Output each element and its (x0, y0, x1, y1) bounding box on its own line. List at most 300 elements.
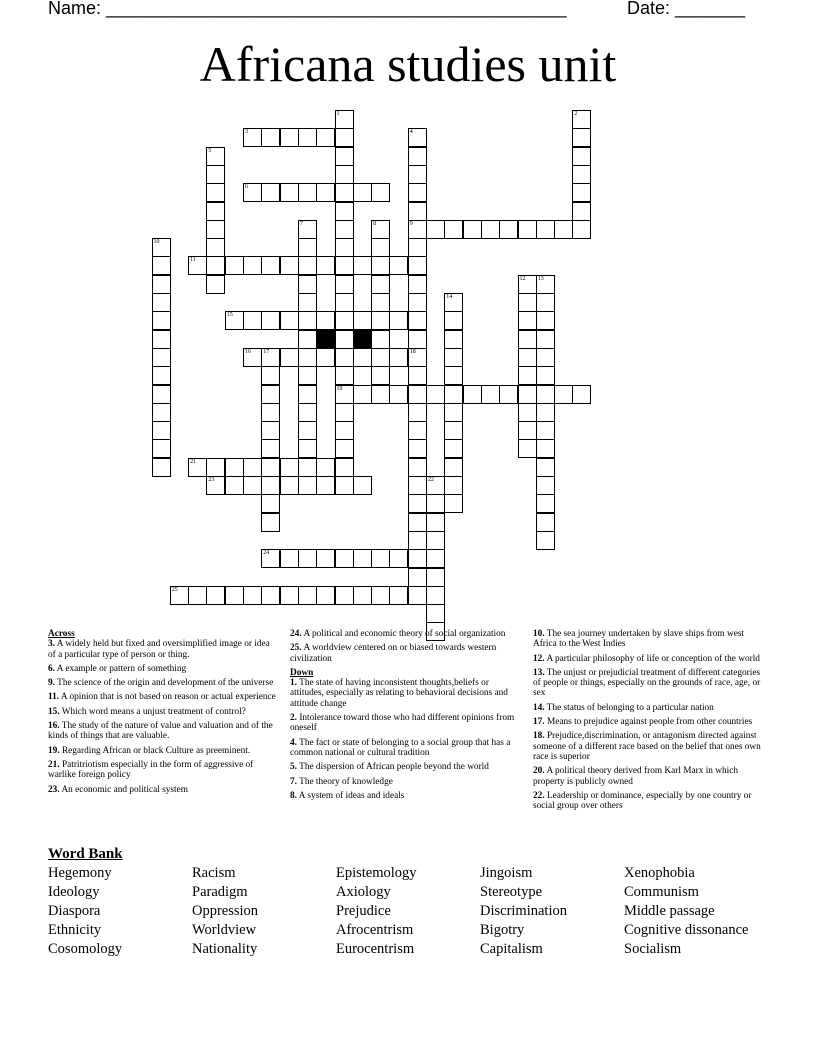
crossword-cell[interactable] (426, 494, 445, 513)
crossword-cell[interactable] (408, 311, 427, 330)
crossword-cell[interactable] (444, 439, 463, 458)
crossword-cell[interactable] (536, 293, 555, 312)
crossword-cell[interactable] (188, 586, 207, 605)
across-clue: 24. A political and economic theory of social organization (290, 629, 506, 639)
crossword-cell[interactable] (444, 403, 463, 422)
crossword-cell[interactable] (371, 549, 390, 568)
crossword-cell[interactable] (261, 549, 280, 568)
crossword-cell[interactable] (371, 366, 390, 385)
crossword-cell[interactable] (536, 366, 555, 385)
crossword-cell[interactable] (335, 439, 354, 458)
down-clue: 22. Leadership or dominance, especially by one country or social group over others (533, 790, 752, 812)
crossword-cell[interactable] (353, 586, 372, 605)
crossword-cell[interactable] (444, 476, 463, 495)
crossword-cell[interactable] (408, 531, 427, 550)
crossword-cell[interactable] (353, 348, 372, 367)
crossword-cell[interactable] (389, 549, 408, 568)
crossword-cell[interactable] (335, 256, 354, 275)
crossword-cell[interactable] (408, 421, 427, 440)
down-clue: 17. Means to prejudice against people from other countries (533, 717, 753, 728)
crossword-cell[interactable] (206, 476, 225, 495)
crossword-cell[interactable] (408, 238, 427, 257)
crossword-cell[interactable] (298, 549, 317, 568)
crossword-cell[interactable] (444, 494, 463, 513)
clue-number: 11 (190, 257, 196, 264)
crossword-cell[interactable] (408, 366, 427, 385)
page-title: Africana studies unit (199, 36, 617, 92)
crossword-cell[interactable] (572, 183, 591, 202)
crossword-cell[interactable] (408, 348, 427, 367)
crossword-cell[interactable] (243, 476, 262, 495)
crossword-cell[interactable] (371, 311, 390, 330)
across-clue: 19. Regarding African or black Culture as preeminent. (48, 745, 251, 756)
crossword-cell[interactable] (572, 147, 591, 166)
crossword-cell[interactable] (371, 238, 390, 257)
crossword-cell[interactable] (152, 275, 171, 294)
crossword-cell[interactable] (261, 513, 280, 532)
crossword-cell[interactable] (536, 476, 555, 495)
crossword-cell[interactable] (408, 220, 427, 239)
crossword-cell[interactable] (536, 403, 555, 422)
crossword-cell[interactable] (335, 293, 354, 312)
crossword-cell[interactable] (335, 586, 354, 605)
crossword-cell[interactable] (206, 586, 225, 605)
crossword-cell[interactable] (536, 275, 555, 294)
crossword-cell[interactable] (408, 568, 427, 587)
crossword-cell[interactable] (408, 513, 427, 532)
crossword-cell[interactable] (408, 256, 427, 275)
crossword-cell[interactable] (152, 293, 171, 312)
crossword-cell[interactable] (353, 311, 372, 330)
clues-column-1 (48, 629, 276, 799)
crossword-cell[interactable] (408, 202, 427, 221)
crossword-cell[interactable] (408, 549, 427, 568)
crossword-cell[interactable] (426, 476, 445, 495)
crossword-cell[interactable] (536, 311, 555, 330)
crossword-cell[interactable] (335, 549, 354, 568)
across-clue: 11. A opinion that is not based on reason or actual experience (48, 692, 276, 703)
crossword-cell[interactable] (261, 348, 280, 367)
crossword-cell[interactable] (225, 458, 244, 477)
word-bank-word: Axiology (336, 884, 391, 900)
down-clue: 12. A particular philosophy of life or conception of the world (533, 653, 760, 664)
crossword-cell[interactable] (518, 311, 537, 330)
clue-number: 3 (245, 129, 248, 136)
down-clue: 2. Intolerance toward those who had different opinions from oneself (290, 713, 515, 734)
clue-number: 1 (336, 111, 340, 117)
crossword-cell[interactable] (298, 421, 317, 440)
crossword-cell[interactable] (335, 348, 354, 367)
word-bank-word: Nationality (192, 941, 258, 957)
crossword-cell[interactable] (335, 147, 354, 166)
clue-number: 7 (299, 220, 303, 227)
crossword-cell[interactable] (243, 458, 262, 477)
crossword-cell[interactable] (316, 458, 335, 477)
crossword-cell[interactable] (225, 586, 244, 605)
crossword-cell[interactable] (261, 421, 280, 440)
crossword-cell[interactable] (389, 348, 408, 367)
crossword-cell[interactable] (335, 165, 354, 184)
crossword-cell[interactable] (572, 202, 591, 221)
word-bank-word: Worldview (192, 922, 257, 938)
down-clue: 1. The state of having inconsistent thoughts,beliefs or attitudes, especially as relating to behavioral decisions and attitude change (290, 678, 508, 709)
crossword-cell[interactable] (335, 403, 354, 422)
across-clue: 25. A worldview centered on or biased towards western civilization (290, 643, 497, 664)
crossword-cell[interactable] (444, 293, 463, 312)
crossword-cell[interactable] (152, 385, 171, 404)
crossword-cell[interactable] (316, 549, 335, 568)
crossword-cell[interactable] (353, 385, 372, 404)
crossword-cell[interactable] (261, 458, 280, 477)
crossword-cell[interactable] (371, 293, 390, 312)
crossword-cell[interactable] (408, 275, 427, 294)
crossword-cell[interactable] (152, 330, 171, 349)
crossword-cell[interactable] (536, 330, 555, 349)
crossword-cell[interactable] (298, 586, 317, 605)
crossword-cell[interactable] (152, 403, 171, 422)
crossword-cell[interactable] (170, 586, 189, 605)
crossword-cell[interactable] (353, 549, 372, 568)
crossword-cell[interactable] (572, 385, 591, 404)
crossword-cell[interactable] (408, 165, 427, 184)
crossword-cell[interactable] (408, 458, 427, 477)
word-bank-word: Ethnicity (48, 922, 102, 938)
crossword-cell[interactable] (444, 311, 463, 330)
crossword-cell[interactable] (518, 330, 537, 349)
word-bank-word: Ideology (48, 884, 100, 900)
crossword-cell[interactable] (444, 348, 463, 367)
crossword-cell[interactable] (261, 366, 280, 385)
crossword-cell[interactable] (298, 366, 317, 385)
word-bank-word: Cosomology (48, 941, 123, 957)
crossword-cell[interactable] (481, 385, 500, 404)
crossword-cell[interactable] (389, 256, 408, 275)
crossword-cell[interactable] (261, 311, 280, 330)
crossword-cell[interactable] (243, 586, 262, 605)
crossword-cell[interactable] (408, 128, 427, 147)
crossword-cell[interactable] (518, 403, 537, 422)
crossword-cell[interactable] (298, 275, 317, 294)
down-clue: 18. Prejudice,discrimination, or antagonism directed against someone of a different race based on the belief that ones own race is superior (533, 731, 761, 762)
crossword-cell[interactable] (298, 385, 317, 404)
crossword-cell[interactable] (316, 256, 335, 275)
crossword-cell[interactable] (335, 202, 354, 221)
crossword-cell[interactable] (371, 256, 390, 275)
crossword-cell[interactable] (206, 458, 225, 477)
crossword-cell[interactable] (152, 238, 171, 257)
crossword-cell[interactable] (152, 366, 171, 385)
word-bank-word: Stereotype (480, 884, 543, 900)
crossword-cell[interactable] (335, 366, 354, 385)
clue-number: 17 (263, 348, 270, 355)
crossword-cell[interactable] (554, 220, 573, 239)
crossword-cell[interactable] (298, 183, 317, 202)
crossword-cell[interactable] (426, 220, 445, 239)
crossword-cell[interactable] (298, 238, 317, 257)
crossword-cell[interactable] (335, 311, 354, 330)
crossword-cell[interactable] (572, 110, 591, 129)
crossword-cell[interactable] (243, 348, 262, 367)
crossword-cell[interactable] (353, 256, 372, 275)
crossword-cell[interactable] (316, 586, 335, 605)
word-bank-word: Racism (192, 865, 236, 881)
crossword-cell[interactable] (261, 586, 280, 605)
crossword-cell[interactable] (206, 238, 225, 257)
word-bank-word: Hegemony (48, 865, 112, 881)
crossword-cell[interactable] (444, 421, 463, 440)
crossword-cell[interactable] (335, 421, 354, 440)
word-bank-word: Discrimination (480, 903, 567, 919)
crossword-cell[interactable] (426, 549, 445, 568)
clue-number: 19 (336, 385, 343, 392)
crossword-cell[interactable] (261, 476, 280, 495)
clue-number: 15 (226, 312, 233, 319)
crossword-cell[interactable] (152, 458, 171, 477)
crossword-cell[interactable] (444, 220, 463, 239)
clue-number: 21 (190, 458, 197, 465)
crossword-cell[interactable] (408, 385, 427, 404)
crossword-cell[interactable] (463, 220, 482, 239)
crossword-cell[interactable] (335, 330, 354, 349)
crossword-cell[interactable] (316, 476, 335, 495)
crossword-cell[interactable] (261, 494, 280, 513)
word-bank-word: Epistemology (336, 865, 417, 881)
down-clue: 13. The unjust or prejudicial treatment of different categories of people or things, especially on the grounds of race, age, or sex (533, 667, 761, 699)
crossword-cell[interactable] (444, 330, 463, 349)
crossword-cell[interactable] (206, 147, 225, 166)
crossword-cell[interactable] (518, 275, 537, 294)
crossword-cell[interactable] (280, 256, 299, 275)
crossword-cell[interactable] (518, 421, 537, 440)
clue-number: 16 (245, 348, 251, 355)
clue-number: 22 (428, 477, 434, 483)
crossword-cell[interactable] (554, 385, 573, 404)
clue-number: 10 (153, 239, 160, 246)
clue-number: 2 (574, 111, 578, 117)
crossword-cell[interactable] (536, 458, 555, 477)
crossword-cell[interactable] (261, 128, 280, 147)
across-clue: 6. A example or pattern of something (48, 663, 187, 674)
crossword-cell[interactable] (280, 128, 299, 147)
crossword-cell[interactable] (408, 330, 427, 349)
crossword-cell[interactable] (481, 220, 500, 239)
crossword-cell[interactable] (261, 403, 280, 422)
crossword-cell[interactable] (426, 513, 445, 532)
crossword-cell[interactable] (444, 385, 463, 404)
crossword-cell[interactable] (152, 421, 171, 440)
crossword-cell[interactable] (536, 531, 555, 550)
crossword-cell[interactable] (536, 439, 555, 458)
crossword-cell[interactable] (426, 604, 445, 623)
crossword-cell[interactable] (225, 256, 244, 275)
crossword-cell[interactable] (518, 348, 537, 367)
across-clue: 3. A widely held but fixed and oversimplified image or idea of a particular type of person or thing. (48, 639, 270, 660)
clue-number: 12 (519, 275, 526, 282)
crossword-cell[interactable] (463, 385, 482, 404)
crossword-cell[interactable] (280, 458, 299, 477)
crossword-cell[interactable] (335, 238, 354, 257)
word-bank-word: Oppression (192, 903, 259, 919)
crossword-cell[interactable] (298, 256, 317, 275)
crossword-cell[interactable] (152, 256, 171, 275)
crossword-cell[interactable] (389, 586, 408, 605)
crossword-cell[interactable] (280, 348, 299, 367)
clue-number: 6 (245, 184, 248, 191)
word-bank-word: Diaspora (48, 903, 101, 919)
crossword-cell[interactable] (206, 275, 225, 294)
crossword-cell[interactable] (243, 183, 262, 202)
crossword-cell[interactable] (243, 128, 262, 147)
crossword-cell[interactable] (371, 385, 390, 404)
crossword-cell[interactable] (536, 494, 555, 513)
clue-number: 5 (208, 147, 212, 154)
crossword-cell[interactable] (316, 348, 335, 367)
crossword-cell[interactable] (389, 385, 408, 404)
crossword-cell[interactable] (536, 513, 555, 532)
crossword-cell[interactable] (426, 586, 445, 605)
crossword-cell[interactable] (261, 256, 280, 275)
crossword-cell[interactable] (335, 458, 354, 477)
down-clue: 10. The sea journey undertaken by slave ships from west Africa to the West Indies (533, 629, 745, 650)
crossword-cell[interactable] (536, 220, 555, 239)
clues-column-3 (533, 629, 761, 815)
crossword-cell[interactable] (371, 183, 390, 202)
crossword-cell[interactable] (261, 439, 280, 458)
crossword-cell[interactable] (536, 385, 555, 404)
crossword-cell[interactable] (298, 403, 317, 422)
crossword-cell[interactable] (188, 256, 207, 275)
crossword-cell[interactable] (371, 348, 390, 367)
crossword-cell[interactable] (408, 494, 427, 513)
crossword-cell[interactable] (298, 439, 317, 458)
word-bank-word: Cognitive dissonance (624, 922, 749, 938)
crossword-cell[interactable] (426, 385, 445, 404)
down-clue: 5. The dispersion of African people beyond the world (290, 762, 489, 773)
word-bank-word: Middle passage (624, 903, 715, 919)
crossword-cell[interactable] (152, 439, 171, 458)
crossword-cell[interactable] (261, 385, 280, 404)
crossword-cell[interactable] (206, 220, 225, 239)
crossword-cell[interactable] (243, 256, 262, 275)
crossword-cell[interactable] (536, 348, 555, 367)
crossword-cell[interactable] (261, 183, 280, 202)
crossword-cell[interactable] (206, 165, 225, 184)
clues-column-2 (290, 629, 518, 805)
crossword-cell[interactable] (316, 311, 335, 330)
crossword-cell[interactable] (518, 220, 537, 239)
crossword-cell[interactable] (225, 311, 244, 330)
crossword-cell[interactable] (298, 348, 317, 367)
crossword-cell[interactable] (335, 110, 354, 129)
crossword-cell[interactable] (280, 183, 299, 202)
down-clue: 4. The fact or state of belonging to a social group that has a common national or cultural tradition (290, 737, 511, 758)
crossword-cell[interactable] (225, 476, 244, 495)
crossword-cell[interactable] (408, 439, 427, 458)
date-field-label: Date: _______ (627, 0, 746, 18)
crossword-cell[interactable] (298, 330, 317, 349)
clue-number: 13 (537, 275, 544, 282)
crossword-cell[interactable] (335, 275, 354, 294)
crossword-cell[interactable] (371, 330, 390, 349)
crossword-cell[interactable] (371, 220, 390, 239)
crossword-cell[interactable] (499, 385, 518, 404)
crossword-cell[interactable] (335, 476, 354, 495)
across-clue: 21. Patritriotism especially in the form of aggressive of warlike foreign policy (48, 759, 254, 781)
crossword-cell[interactable] (408, 403, 427, 422)
crossword-cell[interactable] (335, 183, 354, 202)
crossword-cell[interactable] (206, 202, 225, 221)
crossword-cell[interactable] (280, 476, 299, 495)
crossword-cell[interactable] (408, 586, 427, 605)
clue-number: 18 (409, 348, 416, 355)
crossword-cell[interactable] (206, 256, 225, 275)
crossword-cell[interactable] (280, 311, 299, 330)
crossword-cell[interactable] (371, 275, 390, 294)
crossword-cell[interactable] (408, 476, 427, 495)
crossword-cell[interactable] (206, 183, 225, 202)
crossword-cell[interactable] (426, 568, 445, 587)
down-clue: 8. A system of ideas and ideals (290, 790, 405, 801)
crossword-cell[interactable] (389, 311, 408, 330)
crossword-cell[interactable] (371, 586, 390, 605)
crossword-block-cell (353, 330, 372, 349)
crossword-cell[interactable] (335, 385, 354, 404)
word-bank-word: Communism (624, 884, 699, 900)
crossword-cell[interactable] (280, 549, 299, 568)
crossword-cell[interactable] (518, 385, 537, 404)
crossword-cell[interactable] (298, 311, 317, 330)
crossword-cell[interactable] (353, 183, 372, 202)
crossword-cell[interactable] (316, 183, 335, 202)
crossword-cell[interactable] (499, 220, 518, 239)
crossword-cell[interactable] (316, 128, 335, 147)
crossword-cell[interactable] (444, 366, 463, 385)
crossword-cell[interactable] (243, 311, 262, 330)
crossword-cell[interactable] (572, 128, 591, 147)
clue-number: 25 (171, 586, 178, 593)
crossword-cell[interactable] (572, 220, 591, 239)
down-clue: 20. A political theory derived from Karl Marx in which property is publicly owned (533, 766, 739, 787)
crossword-cell[interactable] (298, 458, 317, 477)
crossword-cell[interactable] (298, 476, 317, 495)
word-bank-word: Afrocentrism (336, 922, 414, 938)
crossword-cell[interactable] (298, 220, 317, 239)
crossword-cell[interactable] (335, 128, 354, 147)
crossword-cell[interactable] (408, 293, 427, 312)
crossword-cell[interactable] (572, 165, 591, 184)
crossword-cell[interactable] (280, 586, 299, 605)
crossword-cell[interactable] (335, 220, 354, 239)
across-clue: 9. The science of the origin and development of the universe (48, 678, 274, 689)
crossword-cell[interactable] (426, 531, 445, 550)
crossword-cell[interactable] (152, 348, 171, 367)
clue-number: 4 (409, 129, 413, 136)
crossword-cell[interactable] (408, 147, 427, 166)
crossword-cell[interactable] (518, 439, 537, 458)
crossword-cell[interactable] (518, 366, 537, 385)
word-bank-word: Socialism (624, 941, 682, 957)
crossword-cell[interactable] (518, 293, 537, 312)
down-clue: 7. The theory of knowledge (290, 776, 393, 787)
crossword-cell[interactable] (188, 458, 207, 477)
crossword-cell[interactable] (298, 293, 317, 312)
crossword-cell[interactable] (353, 476, 372, 495)
crossword-cell[interactable] (152, 311, 171, 330)
crossword-cell[interactable] (408, 183, 427, 202)
crossword-cell[interactable] (536, 421, 555, 440)
crossword-cell[interactable] (298, 128, 317, 147)
crossword-cell[interactable] (444, 458, 463, 477)
